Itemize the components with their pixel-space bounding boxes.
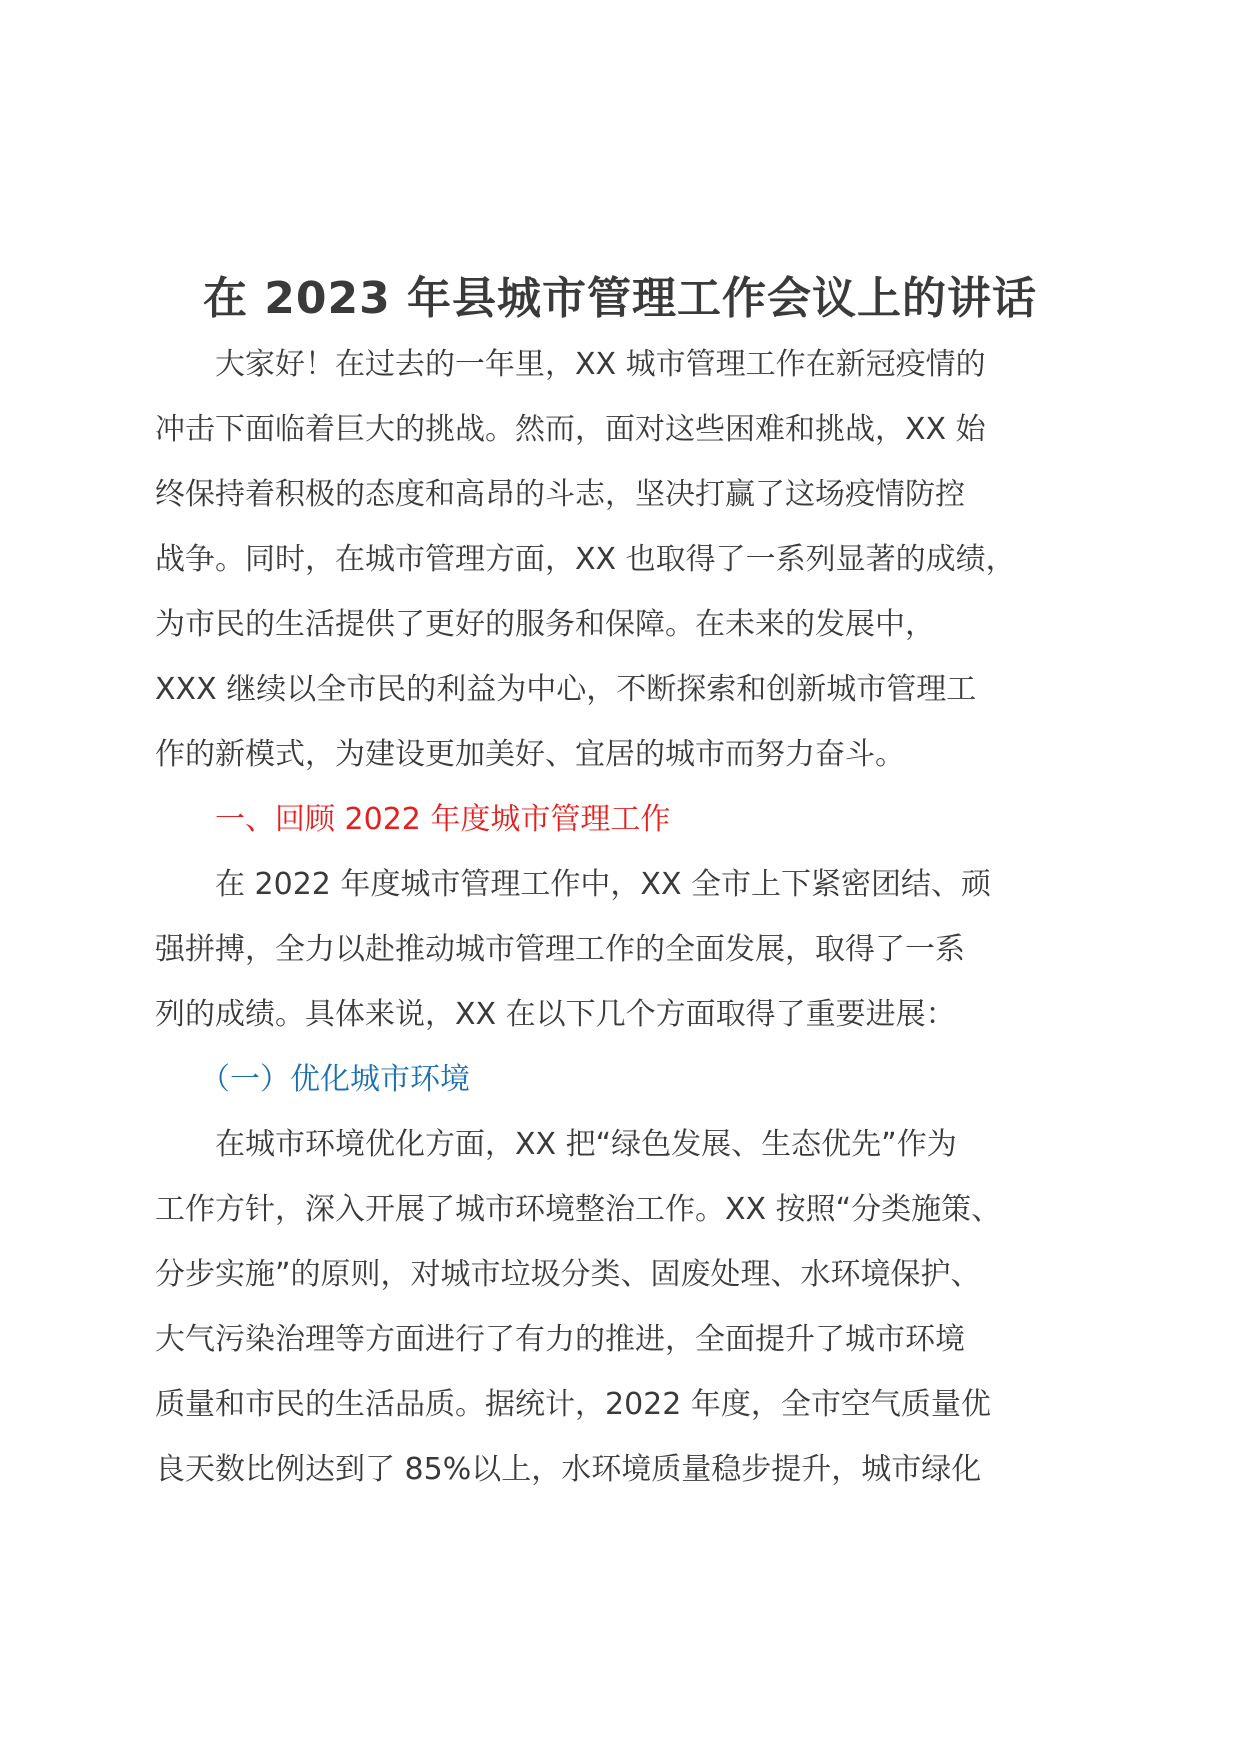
document-title: 在 2023 年县城市管理工作会议上的讲话 (202, 273, 1038, 325)
text-line: 分步实施”的原则，对城市垃圾分类、固废处理、水环境保护、 (155, 1257, 981, 1292)
subsection-heading: （一）优化城市环境 (200, 1062, 470, 1097)
text-line: 战争。同时，在城市管理方面，XX 也取得了一系列显著的成绩， (155, 542, 1016, 577)
text-line: 大气污染治理等方面进行了有力的推进，全面提升了城市环境 (155, 1322, 965, 1357)
text-line: 工作方针，深入开展了城市环境整治工作。XX 按照“分类施策、 (155, 1192, 1002, 1227)
section-heading: 一、回顾 2022 年度城市管理工作 (215, 802, 671, 837)
text-line: 在 2022 年度城市管理工作中，XX 全市上下紧密团结、顽 (215, 867, 992, 902)
text-line: 大家好！在过去的一年里，XX 城市管理工作在新冠疫情的 (215, 347, 986, 382)
subsection1-paragraph (155, 1112, 1100, 1502)
text-line: 质量和市民的生活品质。据统计，2022 年度，全市空气质量优 (155, 1387, 991, 1422)
section1-paragraph (155, 852, 1100, 1047)
document-body (155, 332, 1100, 1502)
text-line: 强拼搏，全力以赴推动城市管理工作的全面发展，取得了一系 (155, 932, 965, 967)
text-line: 冲击下面临着巨大的挑战。然而，面对这些困难和挑战，XX 始 (155, 412, 986, 447)
text-line: 列的成绩。具体来说，XX 在以下几个方面取得了重要进展： (155, 997, 956, 1032)
text-line: 作的新模式，为建设更加美好、宜居的城市而努力奋斗。 (155, 737, 905, 772)
text-line: 良天数比例达到了 85%以上，水环境质量稳步提升，城市绿化 (155, 1452, 982, 1487)
intro-paragraph (155, 332, 1100, 787)
text-line: 终保持着积极的态度和高昂的斗志，坚决打赢了这场疫情防控 (155, 477, 965, 512)
text-line: 在城市环境优化方面，XX 把“绿色发展、生态优先”作为 (215, 1127, 957, 1162)
text-line: XXX 继续以全市民的利益为中心，不断探索和创新城市管理工 (155, 672, 977, 707)
text-line: 为市民的生活提供了更好的服务和保障。在未来的发展中， (155, 607, 935, 642)
